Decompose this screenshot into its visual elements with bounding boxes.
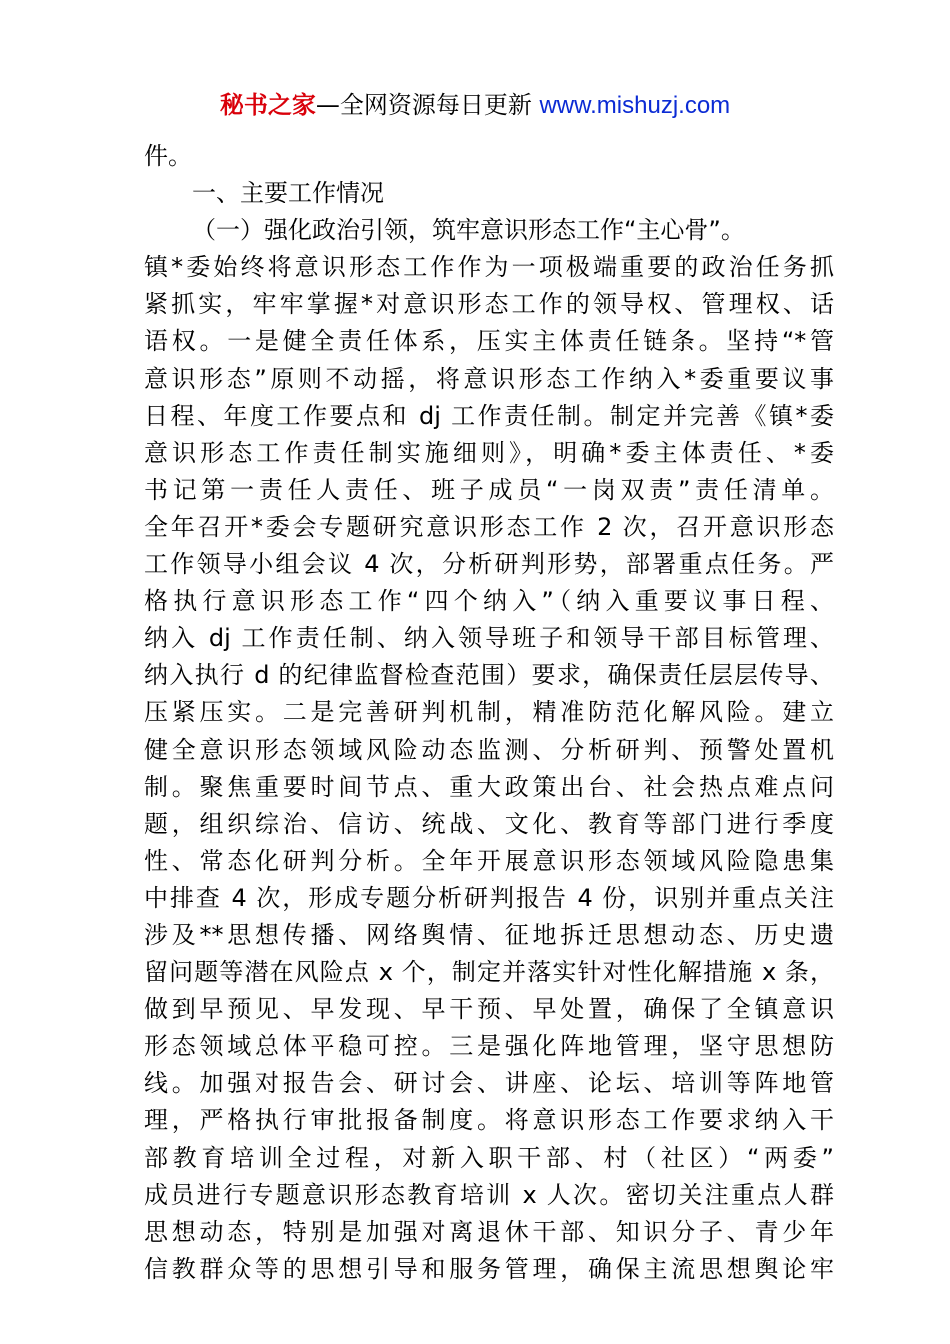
text-line: 成员进行专题意识形态教育培训 x 人次。密切关注重点人群 — [144, 1180, 834, 1209]
brand-name: 秘书之家 — [219, 91, 316, 119]
text-line: 部教育培训全过程，对新入职干部、村（社区）“两委” — [144, 1143, 834, 1172]
text-line: 书记第一责任人责任、班子成员“一岗双责”责任清单。 — [144, 475, 834, 504]
text-line: 信教群众等的思想引导和服务管理，确保主流思想舆论牢 — [144, 1254, 834, 1283]
subsection-heading: （一）强化政治引领，筑牢意识形态工作“主心骨”。 — [192, 216, 745, 245]
text-line: 镇*委始终将意识形态工作作为一项极端重要的政治任务抓 — [144, 253, 834, 282]
text-line: 紧抓实，牢牢掌握*对意识形态工作的领导权、管理权、话 — [144, 290, 834, 319]
text-line: 工作领导小组会议 4 次，分析研判形势，部署重点任务。严 — [144, 550, 834, 579]
text-line: 涉及**思想传播、网络舆情、征地拆迁思想动态、历史遗 — [144, 920, 834, 949]
site-header — [0, 88, 950, 123]
text-line: 思想动态，特别是加强对离退休干部、知识分子、青少年 — [144, 1217, 834, 1246]
document-body — [144, 138, 834, 1288]
text-line: 纳入执行 d 的纪律监督检查范围）要求，确保责任层层传导、 — [144, 661, 834, 690]
text-line: 意识形态工作责任制实施细则》，明确*委主体责任、*委 — [144, 438, 834, 467]
text-line: 做到早预见、早发现、早干预、早处置，确保了全镇意识 — [144, 995, 834, 1024]
text-line: 纳入 dj 工作责任制、纳入领导班子和领导干部目标管理、 — [144, 624, 834, 653]
text-line: 留问题等潜在风险点 x 个，制定并落实针对性化解措施 x 条， — [144, 958, 834, 987]
text-line: 格执行意识形态工作“四个纳入”（纳入重要议事日程、 — [144, 587, 834, 616]
text-line: 健全意识形态领域风险动态监测、分析研判、预警处置机 — [144, 735, 834, 764]
header-tagline: —全网资源每日更新 — [315, 91, 540, 119]
text-line: 形态领域总体平稳可控。三是强化阵地管理，坚守思想防 — [144, 1032, 834, 1061]
text-line: 中排查 4 次，形成专题分析研判报告 4 份，识别并重点关注 — [144, 883, 834, 912]
text-line: 件。 — [144, 142, 192, 170]
section-heading: 一、主要工作情况 — [192, 179, 384, 208]
text-line: 性、常态化研判分析。全年开展意识形态领域风险隐患集 — [144, 846, 834, 875]
text-line: 日程、年度工作要点和 dj 工作责任制。制定并完善《镇*委 — [144, 401, 834, 430]
text-line: 线。加强对报告会、研讨会、讲座、论坛、培训等阵地管 — [144, 1069, 834, 1098]
text-line: 理，严格执行审批报备制度。将意识形态工作要求纳入干 — [144, 1106, 834, 1135]
text-line: 意识形态”原则不动摇，将意识形态工作纳入*委重要议事 — [144, 364, 834, 393]
text-line: 语权。一是健全责任体系，压实主体责任链条。坚持“*管 — [144, 327, 834, 356]
text-line: 压紧压实。二是完善研判机制，精准防范化解风险。建立 — [144, 698, 834, 727]
text-line: 题，组织综治、信访、统战、文化、教育等部门进行季度 — [144, 809, 834, 838]
text-line: 全年召开*委会专题研究意识形态工作 2 次，召开意识形态 — [144, 512, 834, 541]
text-line: 制。聚焦重要时间节点、重大政策出台、社会热点难点问 — [144, 772, 834, 801]
site-url-link[interactable]: www.mishuzj.com — [539, 92, 731, 119]
